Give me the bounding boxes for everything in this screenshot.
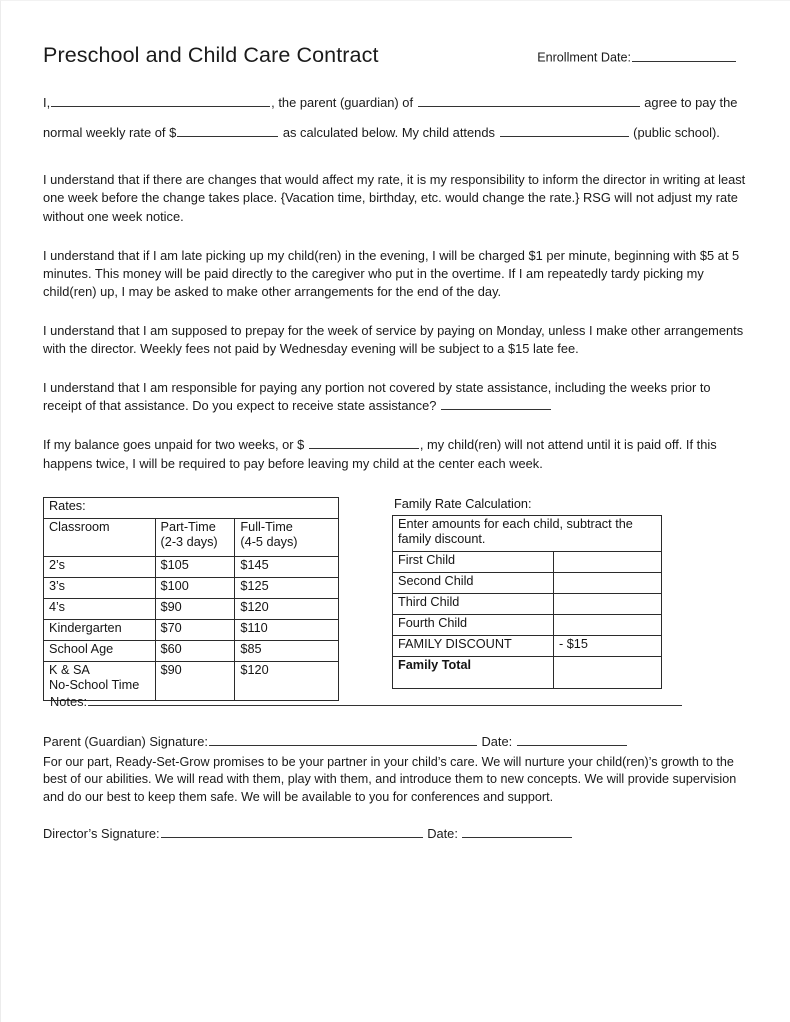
rates-header-full-time [235,518,339,556]
table-row [44,598,339,619]
family-row-label: Second Child [393,572,554,593]
rates-full-time: $110 [235,619,339,640]
spacer [43,148,747,171]
spacer [43,301,747,322]
rates-table [43,497,339,701]
document-content [43,43,747,693]
rates-part-time: $100 [155,577,235,598]
page-title: Preschool and Child Care Contract [43,43,379,67]
rates-full-time: $120 [235,661,339,700]
rates-part-time: $70 [155,619,235,640]
rates-part-time: $60 [155,640,235,661]
table-row [44,640,339,661]
intro-text-4: normal weekly rate of $ [43,125,177,141]
director-signature-label: Director’s Signature: [43,825,160,841]
part-time-line2: (2-3 days) [160,535,218,550]
full-time-line2: (4-5 days) [240,535,298,550]
enrollment-date-blank[interactable] [632,49,736,62]
family-row-value[interactable] [553,572,661,593]
family-row-value[interactable] [553,551,661,572]
rates-header-classroom: Classroom [44,518,156,556]
balance-amount-blank[interactable] [309,437,419,450]
intro-text-2: , the parent (guardian) of [271,94,414,110]
rates-caption-row [44,497,339,518]
parent-name-blank[interactable] [51,94,270,107]
table-row [44,577,339,598]
rates-header-part-time [155,518,235,556]
table-row [393,614,662,635]
paragraph-state-assistance-text: I understand that I am responsible for paying any portion not covered by state assistance, including the weeks prior to receipt of that assistance. Do you expect to receive state assistance? [43,380,711,414]
weekly-rate-blank[interactable] [177,124,278,137]
rates-part-time: $90 [155,661,235,700]
family-table-wrap [392,497,664,689]
paragraph-late-pickup: I understand that if I am late picking up my child(ren) in the evening, I will be charged $1 per minute, beginning with $5 at 5 minutes. This money will be paid directly to the caregiver who put in the overtime. If I am repeatedly tardy picking my child(ren) up, I may be asked to make other arrangements for the end of the day. [43,247,740,299]
rates-classroom-line2: No-School Time [49,678,140,693]
rates-full-time: $145 [235,556,339,577]
rates-part-time: $90 [155,598,235,619]
family-row-label: Fourth Child [393,614,554,635]
unpaid-text-3: If this happens twice, I will be required to pay before leaving my child at the center each week. [43,437,717,471]
family-rate-table [392,515,662,689]
family-row-value[interactable] [553,614,661,635]
parent-signature-blank[interactable] [209,733,477,746]
rates-full-time: $125 [235,577,339,598]
family-row-value[interactable] [553,593,661,614]
spacer [43,226,747,247]
rates-classroom: School Age [44,640,156,661]
rates-classroom: 4’s [44,598,156,619]
family-discount-value: - $15 [553,635,661,656]
paragraph-rate-changes: I understand that if there are changes that would affect my rate, it is my responsibility to inform the director in writing at least one week before the change takes place. {Vacation time, birthday, etc. would change the rate.} RSG will not adjust my rate without one week notice. [43,172,746,224]
rates-classroom: 3’s [44,577,156,598]
notes-blank[interactable] [88,693,682,706]
table-row [393,635,662,656]
school-name-blank[interactable] [500,124,629,137]
parent-signature-label: Parent (Guardian) Signature: [43,733,208,749]
rates-classroom: Kindergarten [44,619,156,640]
family-row-label: Third Child [393,593,554,614]
rates-table-wrap [43,497,339,701]
parent-date-label: Date: [481,733,513,749]
table-row [393,593,662,614]
state-assistance-blank[interactable] [441,398,551,411]
family-intro-row [393,515,662,551]
parent-signature-line [43,733,747,749]
rates-full-time: $120 [235,598,339,619]
family-total-label: Family Total [393,656,554,688]
table-row [393,572,662,593]
paragraph-unpaid-balance [43,436,747,472]
notes-label: Notes: [50,693,88,709]
paragraph-prepay: I understand that I am supposed to prepay for the week of service by paying on Monday, unless I make other arrangements with the director. Weekly fees not paid by Wednesday evening will be subject to a $15 late fee. [43,323,744,357]
rates-caption-cell: Rates: [44,497,339,518]
spacer [43,415,747,436]
director-date-blank[interactable] [462,825,572,838]
spacer [43,358,747,379]
intro-text-3: agree to pay the [644,94,738,110]
unpaid-text-2: , my child(ren) will not attend until it is paid off. [419,437,683,453]
rates-header-row [44,518,339,556]
family-row-label: First Child [393,551,554,572]
notes-section [43,693,747,709]
enrollment-date-label: Enrollment Date: [537,51,631,65]
paragraph-state-assistance [43,379,747,415]
promise-paragraph: For our part, Ready-Set-Grow promises to be your partner in your child’s care. We will nurture your child(ren)’s growth to the best of our abilities. We will read with them, play with them, and introduce them to new concepts. We will provide supervision and do our best to keep them safe. We will be available to you for conferences and support. [43,754,737,805]
parent-date-blank[interactable] [517,733,627,746]
child-name-blank[interactable] [418,94,640,107]
tables-section [43,496,747,693]
rates-classroom-line1: K & SA [49,662,90,677]
family-total-value[interactable] [553,656,661,688]
rates-part-time: $105 [155,556,235,577]
intro-text-5: as calculated below. My child attends [282,125,495,141]
part-time-line1: Part-Time [160,519,216,534]
table-row [393,551,662,572]
intro-text-6: (public school). [633,125,720,141]
table-row [44,619,339,640]
director-signature-line [43,825,573,841]
family-discount-label: FAMILY DISCOUNT [393,635,554,656]
director-date-label: Date: [427,825,458,841]
enrollment-date-field [537,49,747,65]
family-total-row [393,656,662,688]
unpaid-text-1: If my balance goes unpaid for two weeks, or $ [43,437,305,453]
signature-section [43,733,747,807]
intro-fill-in [43,88,747,149]
intro-text-1: I, [43,94,51,110]
rates-classroom: 2’s [44,556,156,577]
document-header [43,43,747,68]
rates-full-time: $85 [235,640,339,661]
family-intro-cell: Enter amounts for each child, subtract the family discount. [393,515,662,551]
full-time-line1: Full-Time [240,519,293,534]
director-signature-blank[interactable] [161,825,423,838]
table-row [44,556,339,577]
family-rate-caption: Family Rate Calculation: [394,496,532,511]
